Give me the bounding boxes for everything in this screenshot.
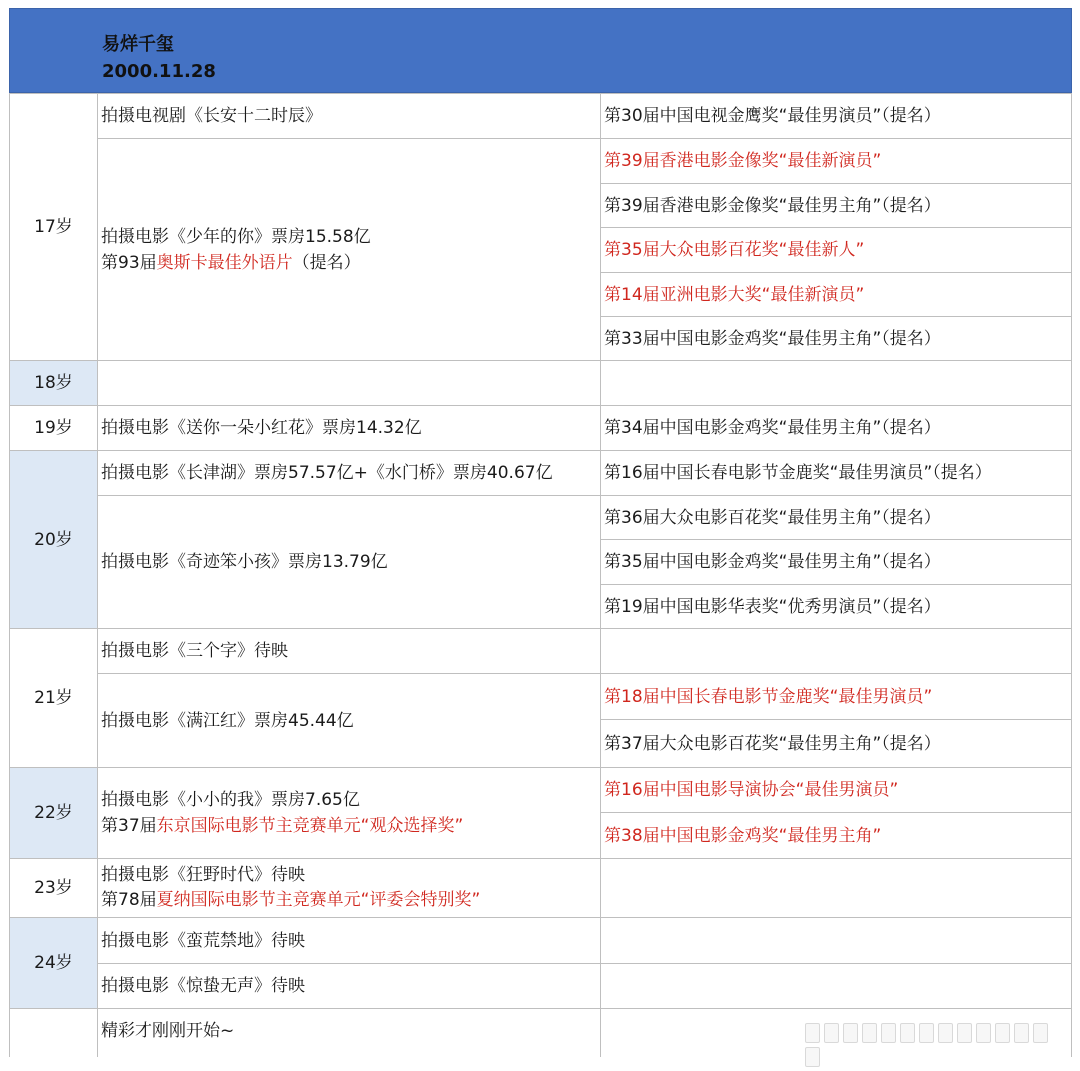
work-cell	[97, 858, 601, 918]
header-name: 易烊千玺	[102, 34, 174, 55]
work-cell	[97, 405, 601, 451]
watermark-marks	[805, 1023, 1055, 1049]
award-cell	[600, 272, 1072, 317]
work-cell	[97, 495, 601, 629]
award-text: 第19届中国电影华表奖“优秀男演员”（提名）	[604, 596, 941, 617]
header-birthdate: 2000.11.28	[102, 61, 216, 82]
award-text: 第36届大众电影百花奖“最佳男主角”（提名）	[604, 507, 941, 528]
work-cell	[97, 628, 601, 674]
work-cell	[97, 450, 601, 496]
work-text: 拍摄电影《少年的你》票房15.58亿	[101, 226, 371, 247]
award-text: 第39届香港电影金像奖“最佳男主角”（提名）	[604, 195, 941, 216]
work-cell	[97, 767, 601, 859]
age-cell-17	[9, 93, 98, 361]
work-text: 拍摄电影《奇迹笨小孩》票房13.79亿	[101, 552, 388, 572]
award-cell	[600, 227, 1072, 273]
award-line	[101, 888, 600, 913]
work-cell	[97, 963, 601, 1009]
award-name-highlight: 夏纳国际电影节主竞赛单元“评委会特别奖”	[156, 890, 481, 910]
work-text: 拍摄电影《三个字》待映	[101, 641, 288, 661]
closing-text: 精彩才刚刚开始~	[101, 1021, 235, 1041]
award-text-highlight: 第35届大众电影百花奖“最佳新人”	[604, 240, 865, 260]
age-cell-19	[9, 405, 98, 451]
work-cell	[97, 360, 601, 406]
age-label: 20岁	[34, 529, 73, 550]
age-label: 21岁	[34, 688, 73, 708]
award-text-highlight: 第38届中国电影金鸡奖“最佳男主角”	[604, 825, 882, 846]
age-cell-22	[9, 767, 98, 859]
work-text: 拍摄电影《送你一朵小红花》票房14.32亿	[101, 418, 422, 438]
award-text: 第16届中国长春电影节金鹿奖“最佳男演员”（提名）	[604, 463, 992, 483]
age-label: 18岁	[34, 373, 73, 393]
award-text-highlight: 第39届香港电影金像奖“最佳新演员”	[604, 151, 882, 171]
award-cell	[600, 584, 1072, 629]
award-cell	[600, 812, 1072, 859]
award-cell	[600, 360, 1072, 406]
work-text: 拍摄电影《惊蛰无声》待映	[101, 976, 305, 996]
award-text-highlight: 第16届中国电影导演协会“最佳男演员”	[604, 780, 899, 800]
award-cell	[600, 767, 1072, 813]
age-label: 19岁	[34, 418, 73, 438]
award-cell	[600, 719, 1072, 768]
award-line	[101, 813, 600, 839]
work-cell	[97, 1008, 601, 1057]
work-text: 拍摄电影《满江红》票房45.44亿	[101, 710, 354, 731]
work-cell	[97, 138, 601, 361]
work-text: 拍摄电影《小小的我》票房7.65亿	[101, 790, 360, 810]
award-edition: 第78届	[101, 890, 157, 910]
nomination-note: （提名）	[292, 252, 361, 273]
work-text: 拍摄电影《长津湖》票房57.57亿+《水门桥》票房40.67亿	[101, 463, 553, 483]
award-text: 第30届中国电视金鹰奖“最佳男演员”（提名）	[604, 106, 941, 126]
work-text: 拍摄电影《狂野时代》待映	[101, 865, 305, 885]
age-cell-empty	[9, 1008, 98, 1057]
award-cell	[600, 673, 1072, 720]
award-cell	[600, 450, 1072, 496]
work-cell	[97, 917, 601, 964]
award-cell	[600, 963, 1072, 1009]
work-cell	[97, 673, 601, 768]
award-cell	[600, 138, 1072, 184]
work-cell	[97, 93, 601, 139]
award-line	[101, 250, 600, 276]
award-cell	[600, 628, 1072, 674]
award-cell	[600, 93, 1072, 139]
award-cell	[600, 183, 1072, 228]
age-cell-21	[9, 628, 98, 768]
age-label: 17岁	[34, 217, 73, 237]
award-text-highlight: 第18届中国长春电影节金鹿奖“最佳男演员”	[604, 686, 933, 707]
award-text: 第33届中国电影金鸡奖“最佳男主角”（提名）	[604, 328, 941, 349]
award-edition: 第93届	[101, 252, 157, 273]
award-cell	[600, 495, 1072, 540]
award-cell	[600, 858, 1072, 918]
award-cell	[600, 539, 1072, 585]
age-cell-20	[9, 450, 98, 629]
work-text: 拍摄电影《蛮荒禁地》待映	[101, 930, 305, 951]
age-label: 24岁	[34, 953, 73, 973]
award-text: 第34届中国电影金鸡奖“最佳男主角”（提名）	[604, 418, 941, 438]
work-text: 拍摄电视剧《长安十二时辰》	[101, 106, 322, 126]
award-edition: 第37届	[101, 816, 157, 836]
award-text: 第35届中国电影金鸡奖“最佳男主角”（提名）	[604, 552, 941, 572]
age-cell-24	[9, 917, 98, 1009]
award-text: 第37届大众电影百花奖“最佳男主角”（提名）	[604, 733, 941, 754]
award-name-highlight: 东京国际电影节主竞赛单元“观众选择奖”	[156, 816, 464, 836]
age-label: 22岁	[34, 803, 73, 823]
award-cell	[600, 405, 1072, 451]
age-label: 23岁	[34, 878, 73, 898]
award-name-highlight: 奥斯卡最佳外语片	[156, 252, 293, 273]
age-cell-23	[9, 858, 98, 918]
award-cell	[600, 316, 1072, 361]
award-text-highlight: 第14届亚洲电影大奖“最佳新演员”	[604, 284, 865, 305]
age-cell-18	[9, 360, 98, 406]
award-cell	[600, 917, 1072, 964]
